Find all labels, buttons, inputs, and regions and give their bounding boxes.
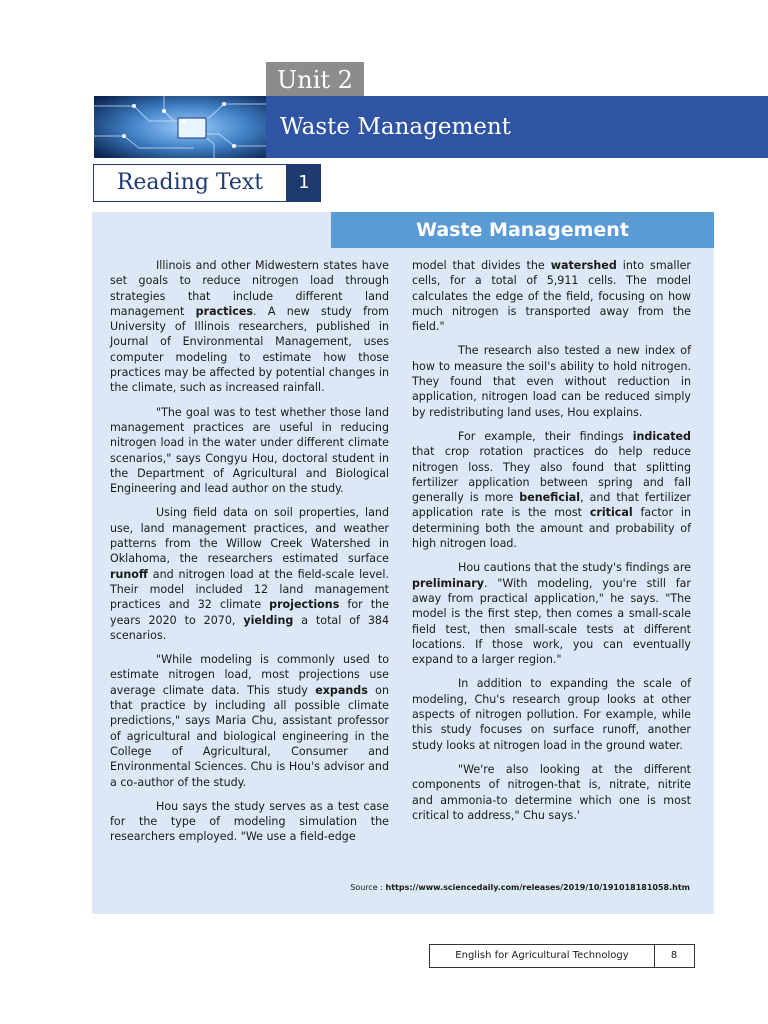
page-footer — [429, 944, 695, 968]
vocabulary-term: runoff — [110, 567, 148, 581]
reading-text-label: Reading Text — [93, 164, 287, 202]
page-number: 8 — [670, 950, 678, 961]
article-paragraph: model that divides the watershed into smaller cells, for a total of 5,911 cells. The model calculates the edge of the field, focusing on how much nitrogen is transported away from the field." — [412, 259, 691, 334]
vocabulary-term: indicated — [632, 429, 691, 443]
vocabulary-term: critical — [589, 506, 633, 520]
book-title: English for Agricultural Technology — [430, 945, 655, 967]
article-title: Waste Management — [331, 212, 714, 248]
article-paragraph: "While modeling is commonly used to estimate nitrogen load, most projections use average climate data. This study expands on that practice by including all possible climate predictions," says Maria Chu, assistant professor of agricultural and biological engineering in the College of Agricultural, Consumer and Environmental Sciences. Chu is Hou's advisor and a co-author of the study. — [110, 653, 389, 789]
vocabulary-term: projections — [269, 598, 340, 612]
article-column-left — [110, 258, 389, 854]
article-paragraph: "The goal was to test whether those land management practices are useful in reducing nitrogen load in the water under different climate scenarios," says Congyu Hou, doctoral student in the Department of Agricultural and Biological Engineering and lead author on the study. — [110, 405, 389, 496]
vocabulary-term: yielding — [243, 613, 294, 627]
article-column-right — [412, 258, 691, 832]
reading-text-number: 1 — [287, 164, 321, 202]
article-paragraph: Hou says the study serves as a test case for the type of modeling simulation the researchers employed. "We use a field-edge — [110, 799, 389, 844]
vocabulary-term: practices — [195, 304, 253, 318]
source-citation — [92, 883, 690, 892]
chapter-title: Waste Management — [280, 114, 511, 140]
article-paragraph: Illinois and other Midwestern states have set goals to reduce nitrogen load through strategies that include different land management practices. A new study from University of Illinois researchers, published in Journal of Environmental Management, uses computer modeling to estimate how those practices may be affected by potential changes in the climate, such as increased rainfall. — [110, 259, 389, 395]
article-paragraph: "We're also looking at the different components of nitrogen-that is, nitrate, nitrite and ammonia-to determine which one is most critical to address," Chu says.' — [412, 762, 691, 822]
vocabulary-term: expands — [315, 683, 368, 697]
vocabulary-term: beneficial — [519, 491, 581, 505]
unit-tab: Unit 2 — [266, 62, 364, 98]
source-url[interactable]: https://www.sciencedaily.com/releases/2019/10/191018181058.htm — [385, 883, 690, 892]
article-paragraph: For example, their findings indicated that crop rotation practices do help reduce nitrogen loss. They also found that splitting fertilizer application between spring and fall generally is more beneficial, and that fertilizer application rate is the most critical factor in determining both the amount and probability of high nitrogen load. — [412, 429, 691, 551]
source-label: Source : — [350, 883, 386, 892]
circuit-board-image — [94, 96, 266, 158]
article-paragraph: The research also tested a new index of how to measure the soil's ability to hold nitrogen. They found that even without reduction in application, nitrogen load can be reduced simply by redistributing land uses, Hou explains. — [412, 344, 691, 419]
article-paragraph: Hou cautions that the study's findings are preliminary. "With modeling, you're still far away from practical application," he says. "The model is the first step, then comes a small-scale field test, then small-scale tests at different locations. If those work, you can eventually expand to a larger region." — [412, 561, 691, 667]
vocabulary-term: watershed — [550, 259, 617, 272]
article-paragraph: Using field data on soil properties, land use, land management practices, and weather patterns from the Willow Creek Watershed in Oklahoma, the researchers estimated surface runoff and nitrogen load at the field-scale level. Their model included 12 land management practices and 32 climate projections for the years 2020 to 2070, yielding a total of 384 scenarios. — [110, 506, 390, 642]
article-paragraph: In addition to expanding the scale of modeling, Chu's research group looks at other aspects of nitrogen pollution. For example, while this study focuses on surface runoff, another study looks at nitrogen load in the ground water. — [412, 677, 691, 752]
vocabulary-term: preliminary — [412, 576, 484, 590]
